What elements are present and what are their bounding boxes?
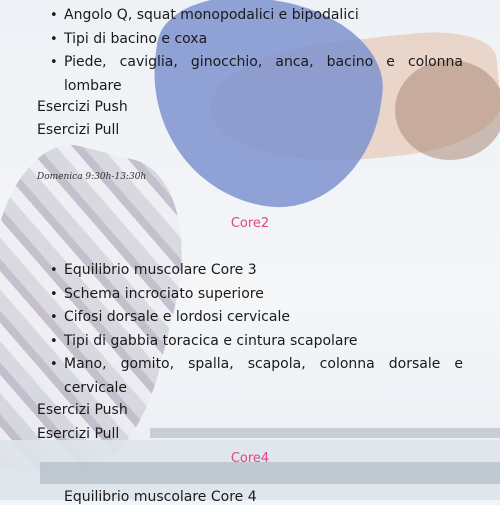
block1-pull-label: Esercizi Pull <box>37 122 120 138</box>
list-item: • Equilibrio muscolare Core 3 <box>50 259 463 283</box>
core4-title: Core4 <box>230 451 270 466</box>
core2-title: Core2 <box>230 216 270 231</box>
list-item: • Mano, gomito, spalla, scapola, colonna dorsale e cervicale <box>50 353 463 400</box>
core2-push-label: Esercizi Push <box>37 402 128 418</box>
core2-list <box>50 259 463 400</box>
schedule-label: Domenica 9:30h-13:30h <box>37 172 147 182</box>
list-item: • Schema incrociato superiore <box>50 283 463 307</box>
list-item: • Tipi di bacino e coxa <box>50 28 463 52</box>
list-item: • Tipi di gabbia toracica e cintura scapolare <box>50 330 463 354</box>
block1-list <box>50 4 463 98</box>
list-item: • Angolo Q, squat monopodalici e bipodalici <box>50 4 463 28</box>
list-item: • Cifosi dorsale e lordosi cervicale <box>50 306 463 330</box>
core4-first-item-cropped: Equilibrio muscolare Core 4 <box>64 489 257 505</box>
core2-pull-label: Esercizi Pull <box>37 426 120 442</box>
block1-push-label: Esercizi Push <box>37 99 128 115</box>
list-item: • Piede, caviglia, ginocchio, anca, bacino e colonna lombare <box>50 51 463 98</box>
